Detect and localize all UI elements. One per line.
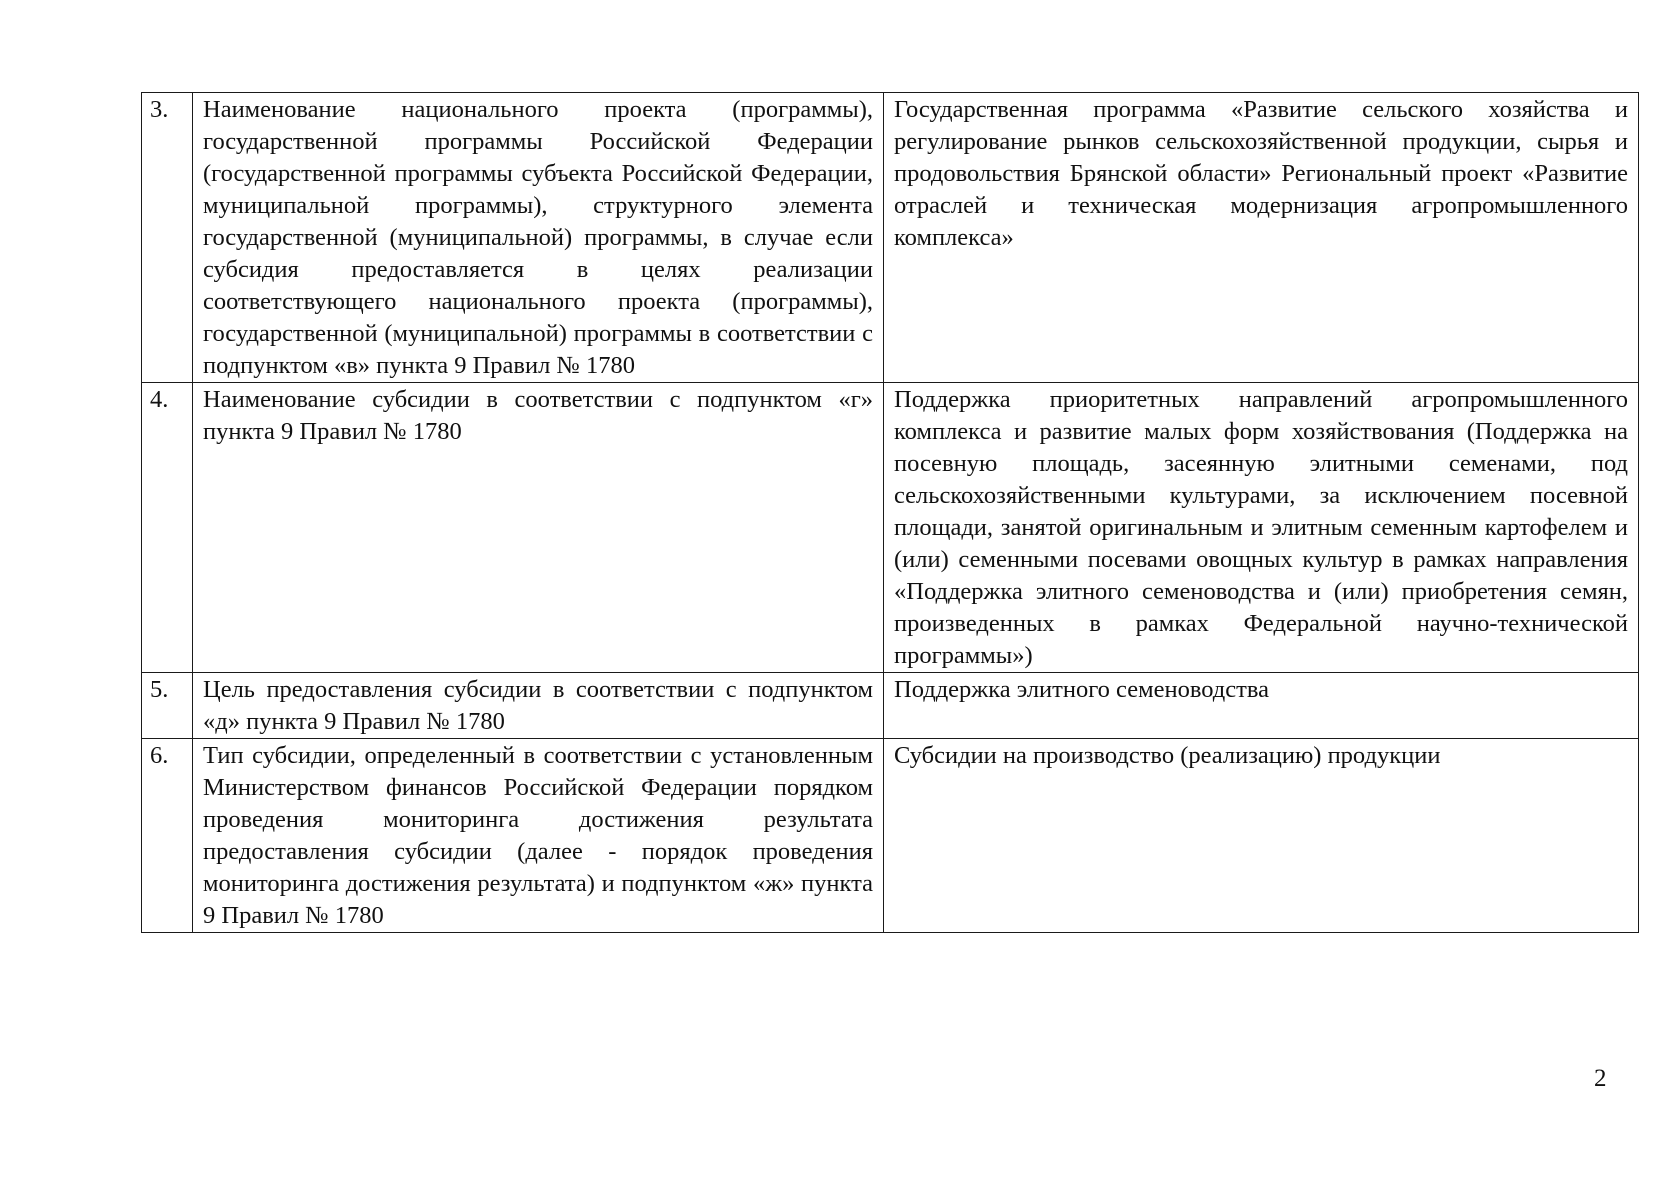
page-number: 2 [1594, 1065, 1607, 1092]
row-number: 3. [142, 93, 193, 383]
table-row [142, 673, 1639, 739]
requisites-table [141, 92, 1639, 933]
row-number: 5. [142, 673, 193, 739]
table-row [142, 739, 1639, 933]
row-value: Поддержка элитного семеноводства [884, 673, 1639, 739]
row-value: Государственная программа «Развитие сельского хозяйства и регулирование рынков сельскохозяйственной продукции, сырья и продовольствия Брянской области» Региональный проект «Развитие отраслей и техническая модернизация агропромышленного комплекса» [884, 93, 1639, 383]
row-value: Субсидии на производство (реализацию) продукции [884, 739, 1639, 933]
row-label: Цель предоставления субсидии в соответствии с подпунктом «д» пункта 9 Правил № 1780 [193, 673, 884, 739]
row-number: 6. [142, 739, 193, 933]
table-row [142, 383, 1639, 673]
row-value: Поддержка приоритетных направлений агропромышленного комплекса и развитие малых форм хозяйствования (Поддержка на посевную площадь, засеянную элитными семенами, под сельскохозяйственными культурами, за исключением посевной площади, занятой оригинальным и элитным семенным картофелем и (или) семенными посевами овощных культур в рамках направления «Поддержка элитного семеноводства и (или) приобретения семян, произведенных в рамках Федеральной научно-технической программы») [884, 383, 1639, 673]
row-number: 4. [142, 383, 193, 673]
table-row [142, 93, 1639, 383]
row-label: Наименование субсидии в соответствии с подпунктом «г» пункта 9 Правил № 1780 [193, 383, 884, 673]
row-label: Наименование национального проекта (программы), государственной программы Российской Федерации (государственной программы субъекта Российской Федерации, муниципальной программы), структурного элемента государственной (муниципальной) программы, в случае если субсидия предоставляется в целях реализации соответствующего национального проекта (программы), государственной (муниципальной) программы в соответствии с подпунктом «в» пункта 9 Правил № 1780 [193, 93, 884, 383]
row-label: Тип субсидии, определенный в соответствии с установленным Министерством финансов Российской Федерации порядком проведения мониторинга достижения результата предоставления субсидии (далее - порядок проведения мониторинга достижения результата) и подпунктом «ж» пункта 9 Правил № 1780 [193, 739, 884, 933]
